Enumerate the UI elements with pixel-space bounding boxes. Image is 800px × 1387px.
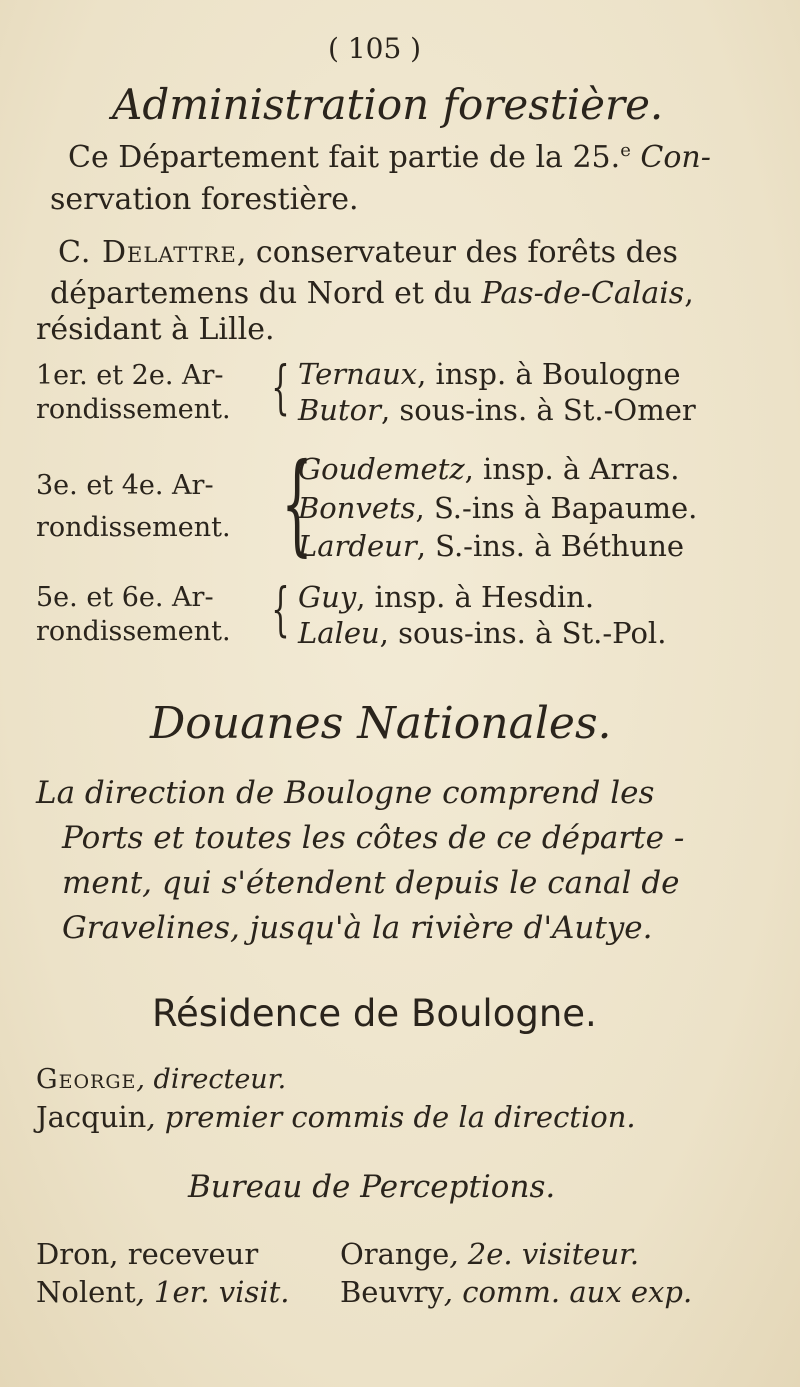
- arrondissement-label: rondissement.: [36, 616, 231, 647]
- section-title-customs: Douanes Nationales.: [150, 698, 612, 749]
- text-line: Ports et toutes les côtes de ce départe -: [62, 820, 685, 856]
- official-entry: Jacquin, premier commis de la direction.: [36, 1100, 636, 1134]
- official-entry: Beuvry, comm. aux exp.: [340, 1275, 693, 1309]
- official-entry: Bonvets, S.-ins à Bapaume.: [298, 491, 698, 525]
- official-entry: Lardeur, S.-ins. à Béthune: [298, 529, 685, 563]
- official-entry: Butor, sous-ins. à St.-Omer: [298, 393, 696, 427]
- official-entry: Ternaux, insp. à Boulogne: [298, 357, 681, 391]
- text-line: départemens du Nord et du Pas-de-Calais,: [50, 276, 694, 311]
- arrondissement-label: rondissement.: [36, 512, 231, 543]
- official-entry: Nolent, 1er. visit.: [36, 1275, 290, 1309]
- official-entry: Goudemetz, insp. à Arras.: [298, 452, 680, 486]
- arrondissement-label: rondissement.: [36, 394, 231, 425]
- text-line: La direction de Boulogne comprend les: [36, 775, 655, 811]
- text-line: Ce Département fait partie de la 25.$^e$ Con-: [68, 140, 711, 175]
- arrondissement-label: 1er. et 2e. Ar-: [36, 360, 224, 391]
- text-line: C. Delattre, conservateur des forêts des: [58, 235, 678, 270]
- official-entry: Orange, 2e. visiteur.: [340, 1237, 640, 1271]
- arrondissement-label: 3e. et 4e. Ar-: [36, 470, 214, 501]
- arrondissement-label: 5e. et 6e. Ar-: [36, 582, 214, 613]
- brace: {: [271, 575, 290, 643]
- brace: {: [271, 353, 290, 421]
- official-entry: Guy, insp. à Hesdin.: [298, 580, 595, 614]
- section-title-forestry: Administration forestière.: [112, 80, 664, 129]
- text-line: Gravelines, jusqu'à la rivière d'Autye.: [62, 910, 653, 946]
- text-line: résidant à Lille.: [36, 312, 275, 347]
- subheading-bureau: Bureau de Perceptions.: [188, 1169, 556, 1205]
- text-line: servation forestière.: [50, 182, 359, 217]
- brace: {: [281, 439, 313, 567]
- official-entry: George, directeur.: [36, 1064, 287, 1095]
- page-number: ( 105 ): [328, 32, 422, 65]
- official-entry: Dron, receveur: [36, 1237, 259, 1271]
- official-entry: Laleu, sous-ins. à St.-Pol.: [298, 616, 667, 650]
- subheading-residence: Résidence de Boulogne.: [152, 992, 597, 1035]
- text-line: ment, qui s'étendent depuis le canal de: [62, 865, 680, 901]
